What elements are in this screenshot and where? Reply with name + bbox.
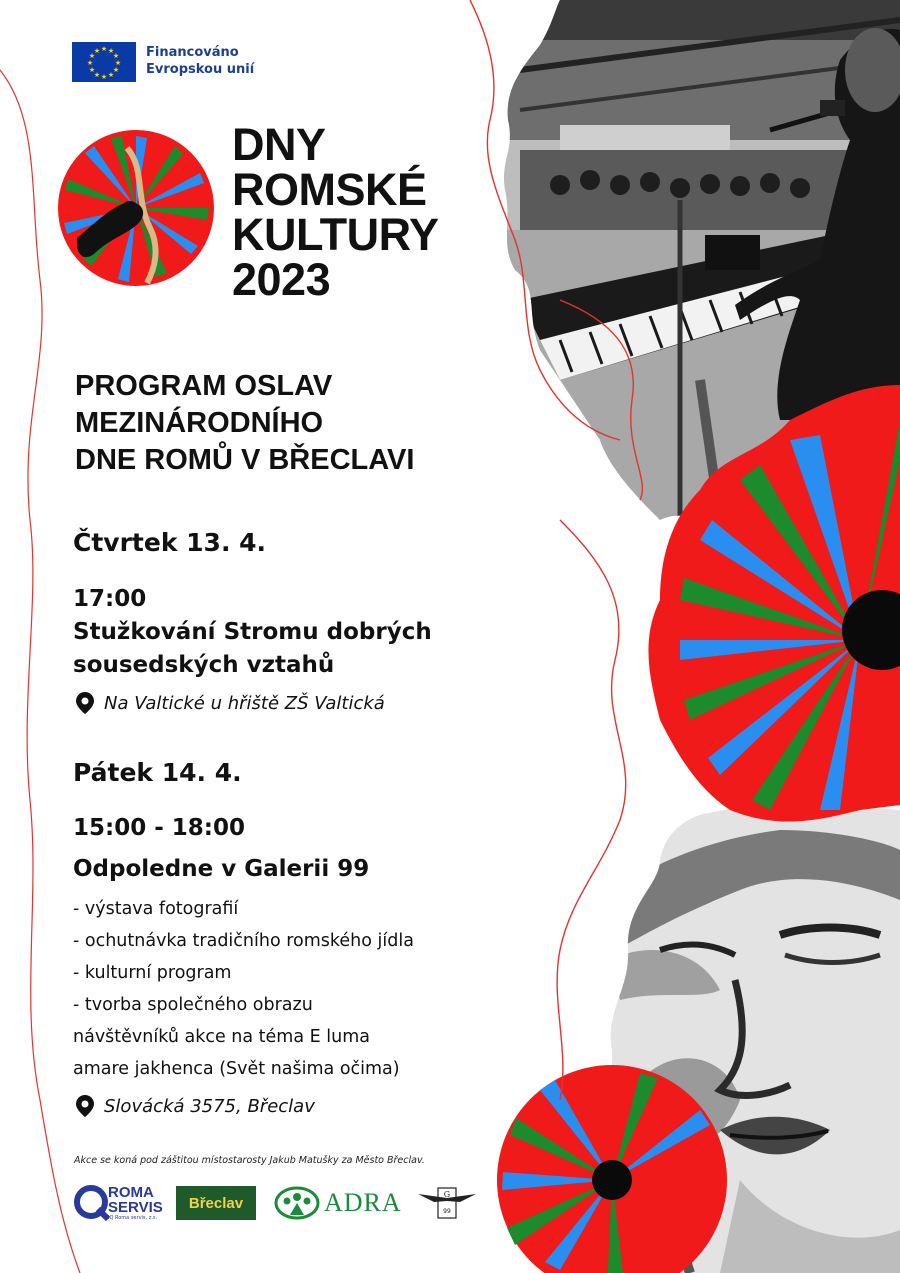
- title-line-1: DNY: [232, 119, 326, 170]
- roma-small-text: IQ Roma servis, z.s.: [108, 1215, 158, 1221]
- location-pin-icon: [76, 692, 94, 714]
- svg-text:★: ★: [100, 45, 108, 53]
- day2-time: 15:00 - 18:00: [73, 815, 245, 841]
- main-title: [232, 119, 439, 305]
- svg-text:G: G: [443, 1190, 451, 1199]
- svg-text:★: ★: [112, 66, 120, 74]
- day2-location: [76, 1095, 315, 1117]
- svg-text:★: ★: [88, 52, 96, 60]
- adra-text: ADRA: [324, 1188, 402, 1217]
- eu-line-1: Financováno: [146, 45, 239, 60]
- eu-line-2: Evropskou unií: [146, 62, 255, 77]
- day2-date: Pátek 14. 4.: [73, 758, 242, 787]
- roma-line-2: SERVIS: [108, 1199, 163, 1216]
- subtitle-line-2: MEZINÁRODNÍHO: [75, 407, 324, 439]
- eu-flag-icon: [72, 42, 136, 82]
- list-item: návštěvníků akce na téma E luma: [73, 1027, 370, 1047]
- day2-items: [73, 893, 414, 1085]
- galerie-99-logo: [416, 1184, 478, 1222]
- program-subtitle: [75, 368, 414, 479]
- roma-line-1: ROMA: [108, 1184, 154, 1201]
- list-item: amare jakhenca (Svět našima očima): [73, 1059, 400, 1079]
- galerie-wings-icon: [416, 1184, 478, 1222]
- title-line-4: 2023: [232, 254, 331, 305]
- svg-text:★: ★: [114, 59, 122, 67]
- title-line-3: KULTURY: [232, 209, 439, 260]
- patronage-note: Akce se koná pod záštitou místostarosty Jakub Matušky za Město Břeclav.: [74, 1155, 425, 1166]
- svg-text:★: ★: [100, 73, 108, 81]
- svg-text:★: ★: [88, 66, 96, 74]
- breclav-logo: [176, 1186, 256, 1220]
- location-pin-icon: [76, 1095, 94, 1117]
- breclav-text: Břeclav: [188, 1194, 244, 1212]
- day1-location: [76, 692, 385, 714]
- subtitle-line-1: PROGRAM OSLAV: [75, 370, 333, 402]
- eu-funding-text: [146, 44, 254, 78]
- galerie-99-text: 99: [443, 1208, 451, 1215]
- list-item: - ochutnávka tradičního romského jídla: [73, 931, 414, 951]
- svg-text:★: ★: [93, 47, 101, 55]
- svg-text:★: ★: [107, 71, 115, 79]
- svg-text:★: ★: [93, 71, 101, 79]
- roma-servis-q-icon: [74, 1185, 110, 1221]
- day2-location-text: Slovácká 3575, Břeclav: [104, 1095, 315, 1117]
- subtitle-line-3: DNE ROMŮ V BŘECLAVI: [75, 444, 415, 476]
- list-item: - výstava fotografií: [73, 899, 239, 919]
- list-item: - kulturní program: [73, 963, 232, 983]
- title-line-2: ROMSKÉ: [232, 164, 427, 215]
- adra-logo: [274, 1184, 409, 1222]
- day1-event-line-1: Stužkování Stromu dobrých: [73, 619, 432, 645]
- list-item: - tvorba společného obrazu: [73, 995, 313, 1015]
- svg-text:★: ★: [107, 47, 115, 55]
- day1-location-text: Na Valtické u hřiště ZŠ Valtická: [104, 692, 385, 714]
- roma-flower-logo-icon: [55, 128, 217, 288]
- svg-text:★: ★: [86, 59, 94, 67]
- day1-date: Čtvrtek 13. 4.: [73, 528, 267, 557]
- adra-hands-icon: [274, 1186, 320, 1220]
- svg-text:★: ★: [112, 52, 120, 60]
- day1-time: 17:00: [73, 586, 147, 612]
- roma-servis-logo: [74, 1185, 184, 1221]
- day2-event: Odpoledne v Galerii 99: [73, 856, 370, 882]
- day1-event-line-2: sousedských vztahů: [73, 652, 335, 678]
- day1-event: [73, 616, 432, 682]
